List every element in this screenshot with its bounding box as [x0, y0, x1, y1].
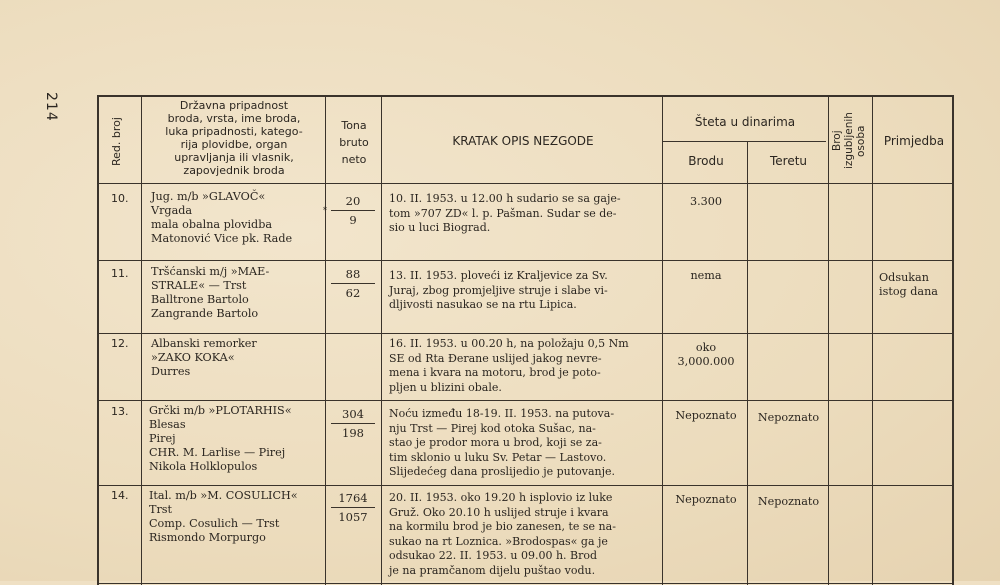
row-line	[99, 485, 952, 486]
ship-info	[151, 265, 269, 321]
tona-divider	[331, 423, 375, 424]
row-line	[99, 183, 952, 184]
row-number: 13.	[111, 405, 129, 418]
tona-bruto: 304	[342, 407, 364, 421]
header-line: broda, vrsta, ime broda,	[167, 112, 301, 125]
header-line: neto	[341, 153, 367, 166]
ship-line: Comp. Cosulich — Trst	[149, 517, 280, 530]
ship-line: Tršćanski m/j »MAE-	[151, 265, 270, 278]
damage-ship: 3.300	[689, 195, 723, 208]
ship-line: Pirej	[149, 432, 176, 445]
row-number: 12.	[111, 337, 129, 350]
ship-line: Nikola Holklopulos	[149, 460, 258, 473]
tona-neto: 198	[342, 426, 364, 440]
tona-neto: 1057	[338, 510, 368, 524]
damage-ship: Nepoznato	[675, 409, 737, 422]
tona-neto: 9	[349, 213, 357, 227]
desc-line: sukao na rt Loznica. »Brodospas« ga je	[389, 534, 608, 548]
col-line	[747, 141, 748, 585]
tona-divider	[331, 283, 375, 284]
col-line	[141, 97, 142, 585]
desc-line: tim sklonio u luku Sv. Petar — Lastovo.	[389, 450, 607, 464]
header-line: Državna pripadnost	[179, 99, 289, 112]
header-teretu: Teretu	[769, 154, 808, 168]
ship-info	[149, 404, 292, 474]
damage-ship: Nepoznato	[675, 493, 737, 506]
desc-line: je na pramčanom dijelu puštao vodu.	[389, 563, 596, 577]
ship-line: STRALE« — Trst	[151, 279, 247, 292]
tona-bruto: 88	[345, 267, 361, 281]
desc-line: na kormilu brod je bio zanesen, te se na-	[389, 520, 616, 533]
header-drzavna	[145, 99, 323, 177]
header-steta: Šteta u dinarima	[694, 115, 796, 129]
accident-table	[97, 95, 954, 585]
ship-line: Durres	[151, 365, 191, 378]
header-tona	[327, 117, 381, 168]
col-line	[828, 97, 829, 585]
ship-line: Ital. m/b »M. COSULICH«	[149, 489, 298, 502]
tona-bruto: 20	[345, 194, 361, 208]
ship-line: Zangrande Bartolo	[151, 307, 259, 320]
desc-line: 10. II. 1953. u 12.00 h sudario se sa gaje-	[389, 192, 621, 205]
ship-line: Albanski remorker	[151, 337, 257, 350]
row-number: 11.	[111, 267, 129, 280]
header-primjedba: Primjedba	[883, 134, 945, 148]
accident-description	[389, 407, 659, 480]
header-opis: KRATAK OPIS NEZGODE	[452, 134, 594, 148]
header-line: Tona	[341, 119, 367, 132]
desc-line: Noću između 18-19. II. 1953. na putova-	[389, 407, 615, 420]
header-red-broj: Red. broj	[110, 117, 123, 167]
desc-line: dljivosti nasukao se na rtu Lipica.	[389, 298, 577, 311]
remark-line: Odsukan	[879, 271, 929, 284]
desc-line: stao je prodor mora u brod, koji se za-	[389, 436, 602, 449]
ship-line: »ZAKO KOKA«	[151, 351, 235, 364]
ship-info	[151, 190, 292, 246]
ship-info	[149, 489, 298, 545]
desc-line: tom »707 ZD« l. p. Pašman. Sudar se de-	[389, 206, 617, 220]
ship-line: Balltrone Bartolo	[151, 293, 249, 306]
ship-line: Vrgada	[151, 204, 193, 217]
ship-line: CHR. M. Larlise — Pirej	[149, 446, 286, 459]
header-line: upravljanja ili vlasnik,	[174, 151, 294, 164]
accident-description	[389, 269, 659, 313]
tona-divider	[331, 507, 375, 508]
row-line	[99, 260, 952, 261]
damage-cargo: Nepoznato	[757, 495, 820, 508]
remark-line: istog dana	[879, 285, 938, 298]
row-line	[662, 141, 826, 142]
damage-ship	[665, 341, 747, 369]
page-number: 214	[43, 92, 59, 122]
desc-line: Slijedećeg dana proslijedio je putovanje.	[389, 465, 616, 478]
desc-line: Gruž. Oko 20.10 h uslijed struje i kvara	[389, 505, 609, 519]
row-line	[99, 333, 952, 334]
row-number: 14.	[111, 489, 129, 502]
desc-line: 13. II. 1953. ploveći iz Kraljevice za Sv.	[389, 269, 608, 282]
desc-line: Juraj, zbog promjeljive struje i slabe vi-	[389, 283, 608, 297]
ship-info	[151, 337, 257, 379]
footnote-star: *	[323, 206, 327, 215]
desc-line: sio u luci Biograd.	[389, 221, 491, 234]
ship-line: Matonović Vice pk. Rade	[151, 232, 293, 245]
accident-description	[389, 192, 659, 236]
desc-line: odsukao 22. II. 1953. u 09.00 h. Brod	[389, 549, 598, 562]
damage-line: oko	[695, 341, 717, 354]
ship-line: Jug. m/b »GLAVOČ«	[151, 190, 266, 203]
desc-line: nju Trst — Pirej kod otoka Sušac, na-	[389, 421, 596, 435]
ship-line: Grčki m/b »PLOTARHIS«	[149, 404, 292, 417]
ship-line: mala obalna plovidba	[151, 218, 273, 231]
desc-line: SE od Rta Đerane uslijed jakog nevre-	[389, 351, 602, 365]
damage-line: 3,000.000	[677, 355, 735, 368]
col-line	[381, 97, 382, 585]
damage-cargo: Nepoznato	[757, 411, 820, 424]
header-izgubljenih: Broj izgubljenih osoba	[831, 112, 867, 170]
tona-divider	[331, 210, 375, 211]
row-number: 10.	[111, 192, 129, 205]
col-line	[662, 97, 663, 585]
header-line: rija plovidbe, organ	[180, 138, 288, 151]
accident-description	[389, 337, 659, 395]
header-line: luka pripadnosti, katego-	[165, 125, 303, 138]
accident-description	[389, 491, 659, 578]
tona-neto: 62	[345, 286, 361, 300]
damage-ship: nema	[690, 269, 722, 282]
desc-line: mena i kvara na motoru, brod je poto-	[389, 366, 601, 379]
row-line	[99, 583, 952, 584]
ship-line: Trst	[149, 503, 173, 516]
ship-line: Blesas	[149, 418, 186, 431]
col-line	[872, 97, 873, 585]
desc-line: 20. II. 1953. oko 19.20 h isplovio iz luke	[389, 491, 613, 504]
col-line	[325, 97, 326, 585]
header-brodu: Brodu	[688, 154, 724, 168]
desc-line: 16. II. 1953. u 00.20 h, na položaju 0,5 Nm	[389, 337, 629, 350]
tona-bruto: 1764	[338, 491, 368, 505]
desc-line: pljen u blizini obale.	[389, 380, 502, 394]
header-line: zapovjednik broda	[183, 164, 285, 177]
ship-line: Rismondo Morpurgo	[149, 531, 266, 544]
remark	[879, 271, 953, 299]
row-line	[99, 400, 952, 401]
header-line: bruto	[339, 136, 369, 149]
